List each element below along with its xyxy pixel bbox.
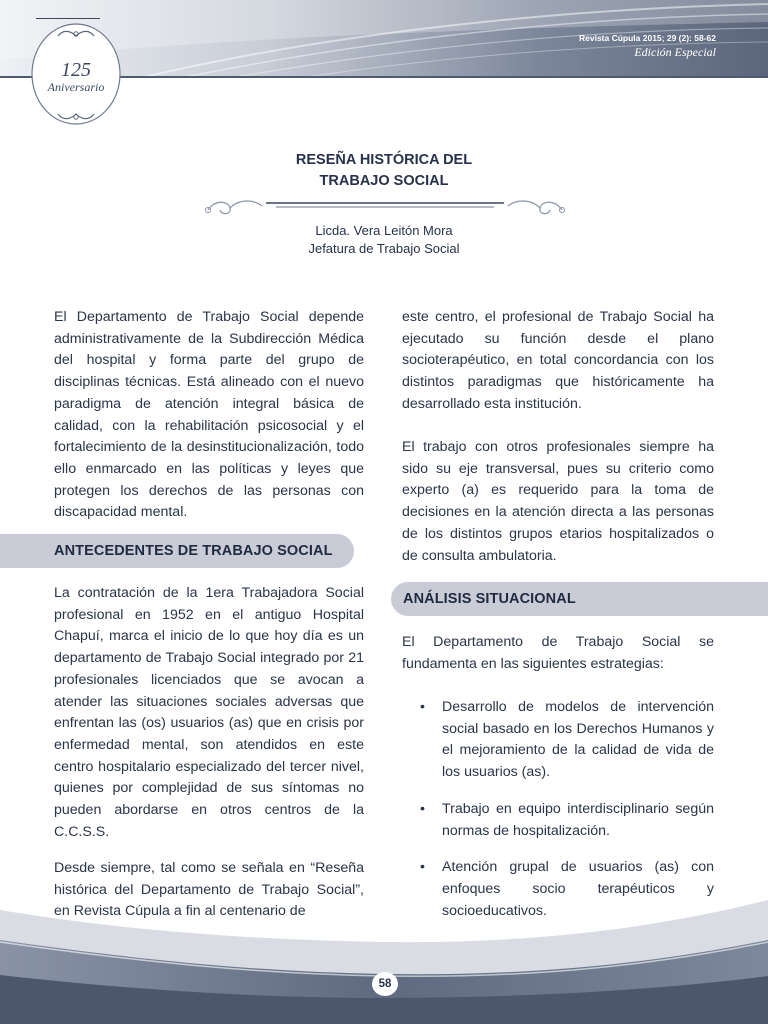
page-number: 58 xyxy=(372,972,398,996)
history-paragraph: La contratación de la 1era Trabajadora Social profesional en 1952 en el antiguo Hospital Chapuí, marca el inicio de lo que hoy día es un departamento de Trabajo Social integrado por 21 profesionales licenciados que se avocan a atender las situaciones sociales adversas que enfrentan las (os) usuarios (as) que en crisis por enfermedad mental, son atendidos en este centro hospitalario especializado del tercer nivel, quienes por complejidad de sus síntomas no pueden abordarse en otros centros de la C.C.S.S. xyxy=(54,585,364,840)
ornamental-divider-icon xyxy=(200,190,570,222)
journal-citation: Revista Cúpula 2015; 29 (2): 58-62 xyxy=(578,33,716,43)
title-line-2: TRABAJO SOCIAL xyxy=(319,173,449,189)
article-title xyxy=(0,150,768,192)
title-line-1: RESEÑA HISTÓRICA DEL xyxy=(295,152,473,168)
continuation-paragraph: este centro, el profesional de Trabajo Social ha ejecutado su función desde el plano socioterapéutico, en total concordancia con los distintos paradigmas que históricamente ha desarrollado esta institución. xyxy=(402,309,714,412)
bullet-icon: • xyxy=(420,800,425,817)
list-item: • Trabajo en equipo interdisciplinario según normas de hospitalización. xyxy=(420,800,714,839)
author-block xyxy=(0,222,768,258)
list-item: • Desarrollo de modelos de intervención social basado en los Derechos Humanos y el mejoramiento de la calidad de vida de los usuarios (as). xyxy=(420,699,714,781)
bullet-icon: • xyxy=(420,859,425,876)
edition-label: Edición Especial xyxy=(634,45,716,59)
strategies-intro: El Departamento de Trabajo Social se fundamenta en las siguientes estrategias: xyxy=(402,634,714,672)
seal-word: Aniversario xyxy=(47,80,105,94)
section-heading-analisis: ANÁLISIS SITUACIONAL xyxy=(391,582,768,616)
section-heading-antecedentes: ANTECEDENTES DE TRABAJO SOCIAL xyxy=(0,534,354,568)
seal-number: 125 xyxy=(61,59,91,81)
intro-paragraph: El Departamento de Trabajo Social depende administrativamente de la Subdirección Médica del hospital y forma parte del grupo de disciplinas técnicas. Está alineado con el nuevo paradigma de atención integral básica de calidad, con la rehabilitación psicosocial y el fortalecimiento de la desinstitucionalización, todo ello enmarcado en las políticas y leyes que protegen los derechos de las personas con discapacidad mental. xyxy=(54,309,364,521)
author-affiliation: Jefatura de Trabajo Social xyxy=(308,241,460,256)
footer-waves xyxy=(0,880,768,1024)
closing-paragraph: Desde siempre, tal como se señala en “Reseña histórica del Departamento de Trabajo Social”, en Revista Cúpula a fin al centenario de xyxy=(54,860,364,920)
list-item: • Atención grupal de usuarios (as) con enfoques socio terapéuticos y socioeducativos. xyxy=(420,859,714,919)
anniversary-seal-icon xyxy=(28,22,124,134)
collaboration-paragraph: El trabajo con otros profesionales siempre ha sido su eje transversal, pues su criterio como experto (a) es requerido para la toma de decisiones en la atención directa a las personas de los distintos grupos etarios hospitalizados o de consulta ambulatoria. xyxy=(402,439,714,564)
author-name: Licda. Vera Leitón Mora xyxy=(315,223,453,238)
bullet-icon: • xyxy=(420,699,425,715)
